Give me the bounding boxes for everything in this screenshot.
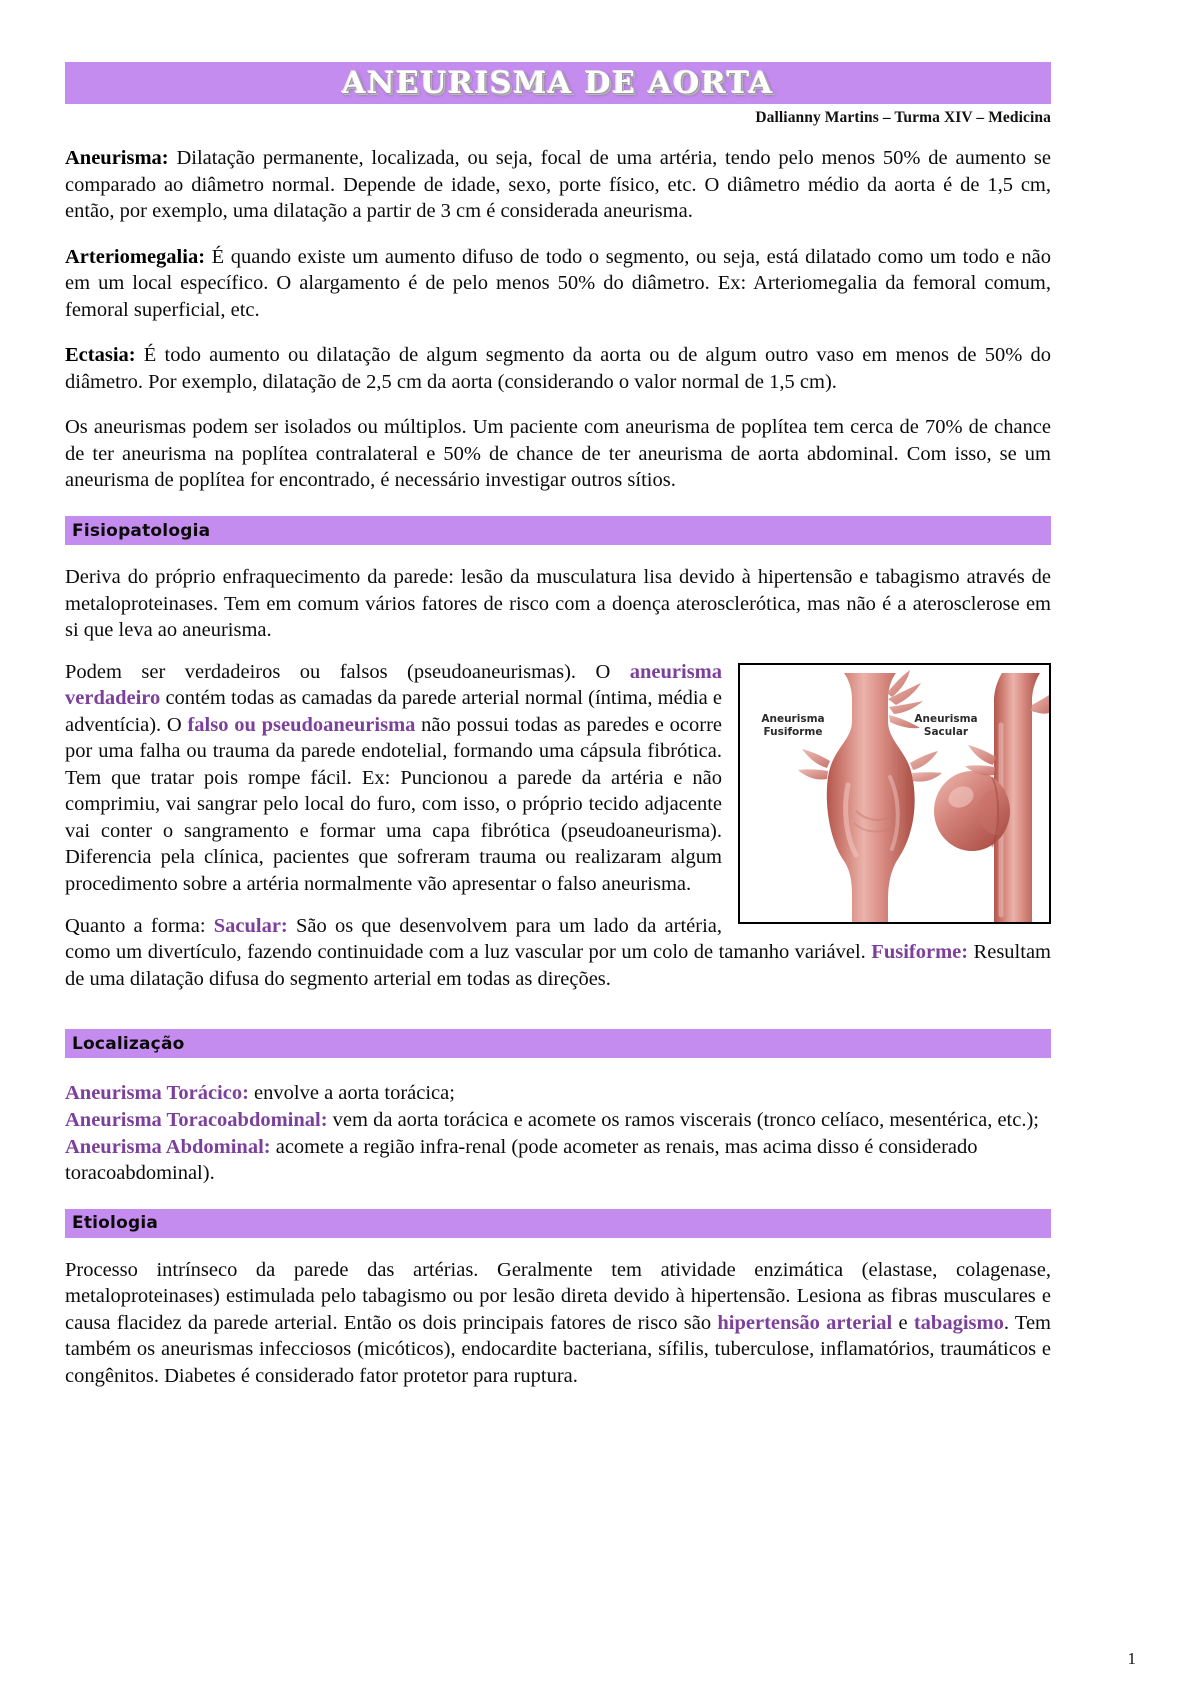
etiologia-part-b: e xyxy=(892,1311,914,1334)
fisio3-part-c: Resultam de uma dilatação difusa do segmento arterial em todas as direções. xyxy=(65,941,1051,990)
section-header-etiologia xyxy=(65,1209,1051,1238)
figure-label-fusiform-line2: Fusiforme xyxy=(763,725,823,738)
page-title: ANEURISMA DE AORTA xyxy=(342,65,774,101)
title-banner xyxy=(65,62,1051,104)
list-item xyxy=(65,1134,1051,1187)
vessel-branches-left-right-mid xyxy=(910,751,942,782)
fisio2-part-c: não possui todas as paredes e ocorre por uma falha ou trauma da parede endotelial, formando uma cápsula fibrótica. Tem que tratar pois rompe fácil. Ex: Puncionou a parede da artéria e não comprimiu, vai sangrar pelo local do furo, com isso, o próprio tecido adjacente vai conter o sangramento e formar uma capa fibrótica (pseudoaneurisma). Diferencia pela clínica, pacientes que sofreram trauma ou realizaram algum procedimento sobre a artéria normalmente vão apresentar o falso aneurisma. xyxy=(65,713,722,896)
vessel-branches-left-mid xyxy=(798,749,830,780)
fisio2-part-b: contém todas as camadas da parede arterial normal (íntima, média e adventícia). O xyxy=(65,687,722,736)
paragraph-fisio-3 xyxy=(65,913,1051,993)
figure-label-saccular-line1: Aneurisma xyxy=(914,712,978,725)
highlight-falso-pseudoaneurisma: falso ou pseudoaneurisma xyxy=(187,713,416,736)
paragraph-aneurisma xyxy=(65,145,1051,225)
saccular-aneurysm-drawing xyxy=(934,673,1049,922)
etiologia-part-a: Processo intrínseco da parede das artérias. Geralmente tem atividade enzimática (elastase, colagenase, metaloproteinases) estimulada pelo tabagismo ou por lesão direta devido à hipertensão. Lesiona as fibras musculares e causa flacidez da parede arterial. Então os dois principais fatores de risco são xyxy=(65,1258,1051,1334)
text-aneurisma-toracoabdominal: vem da aorta torácica e acomete os ramos viscerais (tronco celíaco, mesentérica, etc.); xyxy=(327,1108,1039,1131)
section-body-fisiopatologia xyxy=(65,564,1051,1007)
text-aneurisma-abdominal: acomete a região infra-renal (pode acometer as renais, mas acima disso é considerado toracoabdominal). xyxy=(65,1135,978,1185)
figure-aneurysm-types xyxy=(738,663,1051,924)
list-item xyxy=(65,1080,1051,1107)
etiologia-part-c: . Tem também os aneurismas infecciosos (micóticos), endocardite bacteriana, sífilis, tuberculose, inflamatórios, traumáticos e congênitos. Diabetes é considerado fator protetor para ruptura. xyxy=(65,1311,1052,1387)
term-ectasia: Ectasia: xyxy=(65,344,136,367)
paragraph-multiplos: Os aneurismas podem ser isolados ou múltiplos. Um paciente com aneurisma de poplítea tem cerca de 70% de chance de ter aneurisma na poplítea contralateral e 50% de chance de ter aneurisma de aorta abdominal. Com isso, se um aneurisma de poplítea for encontrado, é necessário investigar outros sítios. xyxy=(65,416,1051,492)
term-aneurisma-toracico: Aneurisma Torácico: xyxy=(65,1082,249,1105)
figure-label-saccular xyxy=(905,713,987,739)
section-header-label: Localização xyxy=(72,1033,185,1054)
section-body-etiologia xyxy=(65,1257,1051,1390)
fusiform-aneurysm-drawing xyxy=(798,670,942,922)
highlight-sacular: Sacular: xyxy=(213,914,288,937)
text-aneurisma-toracico: envolve a aorta torácica; xyxy=(248,1082,455,1105)
fisio3-part-a: Quanto a forma: xyxy=(65,914,214,937)
text-aneurisma: Dilatação permanente, localizada, ou seja, focal de uma artéria, tendo pelo menos 50% de aumento se comparado ao diâmetro normal. Depende de idade, sexo, porte físico, etc. O diâmetro médio da aorta é de 1,5 cm, então, por exemplo, uma dilatação a partir de 3 cm é considerada aneurisma. xyxy=(65,147,1051,223)
vessel-branches-right xyxy=(965,745,996,776)
vessel-branches-right-upper xyxy=(1031,695,1049,714)
section-header-localizacao xyxy=(65,1029,1051,1058)
section-header-label: Etiologia xyxy=(72,1213,159,1234)
text-arteriomegalia: É quando existe um aumento difuso de todo o segmento, ou seja, está dilatado como um todo e não em um local específico. O alargamento é de pelo menos 50% do diâmetro. Ex: Arteriomegalia da femoral comum, femoral superficial, etc. xyxy=(65,245,1051,321)
section-header-fisiopatologia xyxy=(65,516,1051,545)
term-aneurisma-abdominal: Aneurisma Abdominal: xyxy=(65,1135,271,1158)
text-ectasia: É todo aumento ou dilatação de algum segmento da aorta ou de algum outro vaso em menos de 50% do diâmetro. Por exemplo, dilatação de 2,5 cm da aorta (considerando o valor normal de 1,5 cm). xyxy=(65,344,1051,393)
figure-label-fusiform xyxy=(752,713,834,739)
highlight-tabagismo: tabagismo xyxy=(913,1311,1004,1334)
highlight-fusiforme: Fusiforme: xyxy=(871,941,969,964)
byline: Dallianny Martins – Turma XIV – Medicina xyxy=(755,109,1051,126)
highlight-aneurisma-verdadeiro: aneurisma verdadeiro xyxy=(65,660,722,710)
section-header-label: Fisiopatologia xyxy=(72,520,211,541)
paragraph-fisio-1: Deriva do próprio enfraquecimento da parede: lesão da musculatura lisa devido à hipertensão e tabagismo através de metaloproteinases. Tem em comum vários fatores de risco com a doença aterosclerótica, mas não é a aterosclerose em si que leva ao aneurisma. xyxy=(65,566,1051,642)
fisio2-part-a: Podem ser verdadeiros ou falsos (pseudoaneurismas). O xyxy=(65,660,630,683)
aneurysm-illustration-icon xyxy=(740,665,1049,922)
fisio3-part-b: São os que desenvolvem para um lado da artéria, como um divertículo, fazendo continuidade com a luz vascular por um colo de tamanho variável. xyxy=(65,914,872,964)
highlight-hipertensao-arterial: hipertensão arterial xyxy=(717,1311,893,1334)
term-aneurisma: Aneurisma: xyxy=(65,147,169,169)
figure-label-saccular-line2: Sacular xyxy=(923,725,969,738)
term-arteriomegalia: Arteriomegalia: xyxy=(65,245,206,268)
paragraph-arteriomegalia xyxy=(65,244,1051,324)
list-item xyxy=(65,1107,1051,1134)
paragraph-ectasia xyxy=(65,342,1051,395)
figure-label-fusiform-line1: Aneurisma xyxy=(761,712,825,725)
page-number: 1 xyxy=(1127,1649,1136,1668)
term-aneurisma-toracoabdominal: Aneurisma Toracoabdominal: xyxy=(65,1108,328,1131)
section-body-localizacao xyxy=(65,1080,1051,1187)
